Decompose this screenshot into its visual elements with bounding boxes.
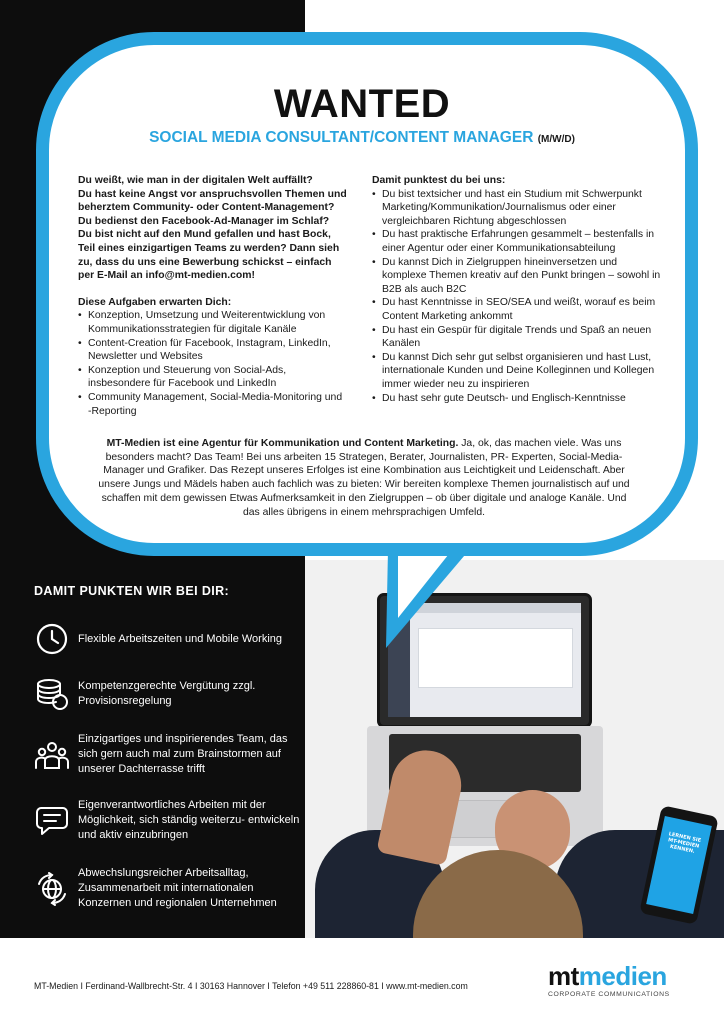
page-headline: WANTED <box>273 82 451 126</box>
benefit-text: Einzigartiges und inspirierendes Team, das sich gern auch mal zum Brainstormen auf unserer Dachterrasse trifft <box>78 733 288 775</box>
footer-contact-line: MT-Medien I Ferdinand-Wallbrecht-Str. 4 I 30163 Hannover I Telefon +49 511 228860-81 I www.mt-medien.com <box>34 981 468 991</box>
requirement-item: • Du hast sehr gute Deutsch- und Englisch-Kenntnisse <box>372 392 662 406</box>
logo-mt: mt <box>548 961 579 991</box>
benefit-text: Eigenverantwortliches Arbeiten mit der Möglichkeit, sich ständig weiterzu- entwickeln und aktiv einzubringen <box>78 799 300 841</box>
logo-tagline: CORPORATE COMMUNICATIONS <box>548 991 670 998</box>
benefit-text: Abwechslungsreicher Arbeitsalltag, Zusammenarbeit mit internationalen Konzernen und regionalen Unternehmen <box>78 867 277 909</box>
benefit-item <box>34 798 302 843</box>
requirement-item: • Du bist textsicher und hast ein Studium mit Schwerpunkt Marketing/Kommunikation/Journalismus oder einer vergleichbaren Richtung abgeschlossen <box>372 188 662 229</box>
team-icon <box>34 737 70 773</box>
intro-line: Du weißt, wie man in der digitalen Welt auffällt? <box>78 175 313 186</box>
intro-block <box>78 174 348 283</box>
task-item: • Konzeption und Steuerung von Social-Ads, insbesondere für Facebook und LinkedIn <box>78 364 348 391</box>
globe-icon <box>34 871 70 907</box>
requirement-item: • Du hast praktische Erfahrungen gesammelt – bestenfalls in einer Agentur oder einer Kommunikationsabteilung <box>372 228 662 255</box>
requirements-list <box>372 188 662 406</box>
coins-icon <box>34 676 70 712</box>
tasks-heading: Diese Aufgaben erwarten Dich: <box>78 296 232 308</box>
right-column <box>372 174 662 405</box>
laptop-photo <box>305 560 724 938</box>
agency-description <box>96 437 632 519</box>
benefit-item <box>34 732 302 777</box>
clock-icon <box>34 621 70 657</box>
agency-description-body: Ja, ok, das machen viele. Was uns besonders macht? Das Team! Bei uns arbeiten 15 Strategen, Berater, Journalisten, PR- Experten, Social-Media-Manager und Grafiker. Das Rezept unseres Erfolges ist eine Kombination aus Leichtigkeit und Leidenschaft. Aber unsere Jungs und Mädels haben auch fachlich was zu bieten: Wir bereiten komplexe Themen journalistisch auf und schaffen mit dem gewissen Etwas Aufmerksamkeit in den Zielgruppen – ob über digitale und analoge Kanäle. Und das alles übrigens in einem mehrsprachigen Umfeld. <box>98 438 630 518</box>
requirements-heading: Damit punktest du bei uns: <box>372 175 506 186</box>
benefit-item <box>34 621 302 657</box>
benefit-item <box>34 866 302 911</box>
requirement-item: • Du kannst Dich sehr gut selbst organisieren und hast Lust, internationale Kunden und Deine Kolleginnen und Kollegen immer wieder neu zu inspirieren <box>372 351 662 392</box>
requirement-item: • Du hast ein Gespür für digitale Trends und Spaß an neuen Kanälen <box>372 324 662 351</box>
left-column <box>78 174 348 418</box>
intro-line: Du hast keine Angst vor anspruchsvollen Themen und beherztem Community- oder Content-Management? <box>78 188 347 214</box>
task-item: • Konzeption, Umsetzung und Weiterentwicklung von Kommunikationsstrategien für digitale Kanäle <box>78 309 348 336</box>
job-title-text: SOCIAL MEDIA CONSULTANT/CONTENT MANAGER <box>149 129 534 146</box>
logo-medien: medien <box>578 961 667 991</box>
requirement-item: • Du kannst Dich in Zielgruppen hineinversetzen und komplexe Themen kreativ auf den Punkt bringen – sowohl in B2B als auch B2C <box>372 256 662 297</box>
task-item: • Content-Creation für Facebook, Instagram, LinkedIn, Newsletter und Websites <box>78 337 348 364</box>
chat-icon <box>34 803 70 839</box>
tasks-list <box>78 309 348 418</box>
agency-description-lead: MT-Medien ist eine Agentur für Kommunikation und Content Marketing. <box>106 438 459 449</box>
benefit-text: Flexible Arbeitszeiten und Mobile Working <box>78 632 283 645</box>
requirement-item: • Du hast Kenntnisse in SEO/SEA und weißt, worauf es beim Content Marketing ankommt <box>372 296 662 323</box>
intro-line: Du bist nicht auf den Mund gefallen und hast Bock, Teil eines einzigartigen Teams zu werden? Dann sieh zu, dass du uns eine Bewerbung schickst – einfach per E-Mail an info@mt-medien.com! <box>78 229 340 282</box>
phone-screen-text: LERNEN SIE MT-MEDIEN KENNEN. <box>646 816 712 914</box>
company-logo <box>548 962 670 998</box>
intro-line: Du bedienst den Facebook-Ad-Manager im Schlaf? <box>78 215 330 227</box>
benefit-item <box>34 676 302 712</box>
benefits-heading: DAMIT PUNKTEN WIR BEI DIR: <box>34 584 230 598</box>
job-title-suffix: (M/W/D) <box>537 134 575 145</box>
job-title <box>0 129 724 147</box>
laptop-screen <box>377 593 592 728</box>
benefit-text: Kompetenzgerechte Vergütung zzgl. Provisionsregelung <box>78 680 256 707</box>
task-item: • Community Management, Social-Media-Monitoring und -Reporting <box>78 391 348 418</box>
